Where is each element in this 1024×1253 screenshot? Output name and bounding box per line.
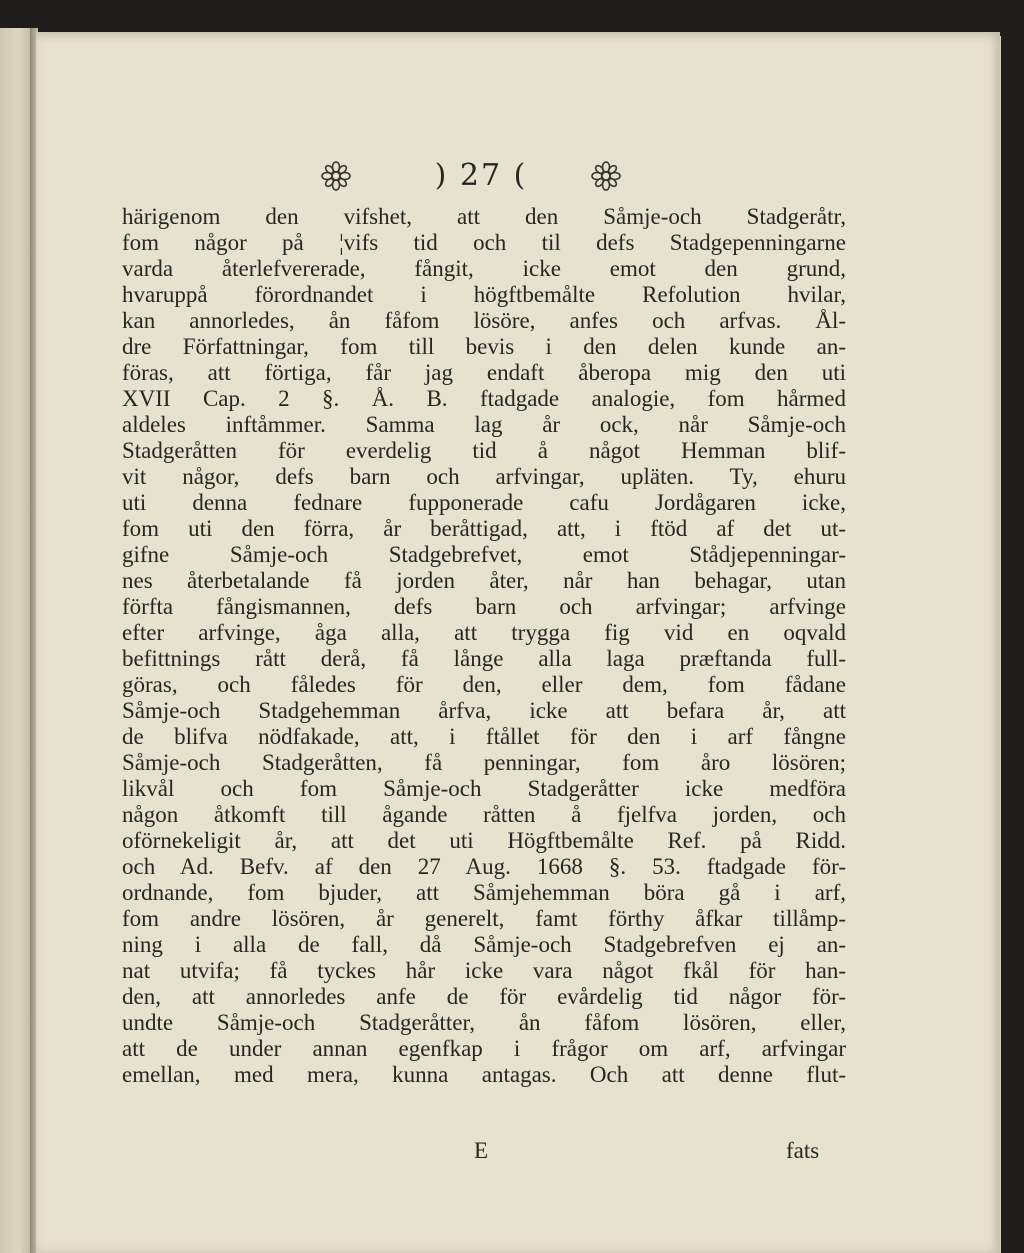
- text-line: att de under annan egenfkap i frågor om arf, arfvingar: [122, 1036, 846, 1061]
- text-line: härigenom den vifshet, att den Såmje-och Stadgeråtr,: [122, 204, 846, 229]
- text-line: vit någor, defs barn och arfvingar, upläten. Ty, ehuru: [122, 464, 846, 489]
- text-line: dre Författningar, fom till bevis i den delen kunde an-: [122, 334, 846, 359]
- text-line: varda återlefvererade, fångit, icke emot den grund,: [122, 256, 846, 281]
- text-line: fom någor på ¦vifs tid och til defs Stadgepenningarne: [122, 230, 846, 255]
- text-line: Såmje-och Stadgehemman årfva, icke att befara år, att: [122, 698, 846, 723]
- page-number: ) 27 (: [434, 158, 528, 193]
- text-line: undte Såmje-och Stadgeråtter, ån fåfom lösören, eller,: [122, 1010, 846, 1035]
- text-line: de blifva nödfakade, att, i ftållet för den i arf fångne: [122, 724, 846, 749]
- text-line: nat utvifa; få tyckes hår icke vara något fkål för han-: [122, 958, 846, 983]
- floral-ornament-icon: [320, 160, 352, 192]
- body-text: [122, 204, 846, 1088]
- signature-mark: E: [474, 1138, 489, 1163]
- text-line: ning i alla de fall, då Såmje-och Stadgebrefven ej an-: [122, 932, 846, 957]
- catchword: fats: [786, 1138, 820, 1163]
- running-header: [36, 158, 1000, 198]
- text-line: efter arfvinge, åga alla, att trygga fig vid en oqvald: [122, 620, 846, 645]
- text-line: fom uti den förra, år beråttigad, att, i ftöd af det ut-: [122, 516, 846, 541]
- text-line: emellan, med mera, kunna antagas. Och att denne flut-: [122, 1062, 846, 1087]
- text-line: nes återbetalande få jorden åter, når han behagar, utan: [122, 568, 846, 593]
- text-line: Stadgeråtten för everdelig tid å något Hemman blif-: [122, 438, 846, 463]
- text-line: fom andre lösören, år generelt, famt förthy åfkar tillåmp-: [122, 906, 846, 931]
- text-line: göras, och fåledes för den, eller dem, fom fådane: [122, 672, 846, 697]
- text-line: förfta fångismannen, defs barn och arfvingar; arfvinge: [122, 594, 846, 619]
- text-line: befittnings rått derå, få långe alla laga præftanda full-: [122, 646, 846, 671]
- page-footer: [36, 1138, 1000, 1168]
- text-line: den, att annorledes anfe de för evårdelig tid någor för-: [122, 984, 846, 1009]
- text-line: hvaruppå förordnandet i högftbemålte Refolution hvilar,: [122, 282, 846, 307]
- previous-page-edge: [0, 28, 34, 1253]
- text-line: likvål och fom Såmje-och Stadgeråtter icke medföra: [122, 776, 846, 801]
- text-line: föras, att förtiga, får jag endaft åberopa mig den uti: [122, 360, 846, 385]
- text-line: kan annorledes, ån fåfom lösöre, anfes och arfvas. Ål-: [122, 308, 846, 333]
- text-line: någon åtkomft till ågande råtten å fjelfva jorden, och: [122, 802, 846, 827]
- text-line: och Ad. Befv. af den 27 Aug. 1668 §. 53. ftadgade för-: [122, 854, 846, 879]
- book-page: [36, 32, 1000, 1253]
- text-line: uti denna fednare fupponerade cafu Jordågaren icke,: [122, 490, 846, 515]
- text-line: gifne Såmje-och Stadgebrefvet, emot Stådjepenningar-: [122, 542, 846, 567]
- text-line: XVII Cap. 2 §. Å. B. ftadgade analogie, fom hårmed: [122, 386, 846, 411]
- text-line: aldeles inftåmmer. Samma lag år ock, når Såmje-och: [122, 412, 846, 437]
- text-line: ordnande, fom bjuder, att Såmjehemman böra gå i arf,: [122, 880, 846, 905]
- text-line: Såmje-och Stadgeråtten, få penningar, fom åro lösören;: [122, 750, 846, 775]
- text-line: oförnekeligit år, att det uti Högftbemålte Ref. på Ridd.: [122, 828, 846, 853]
- floral-ornament-icon: [590, 160, 622, 192]
